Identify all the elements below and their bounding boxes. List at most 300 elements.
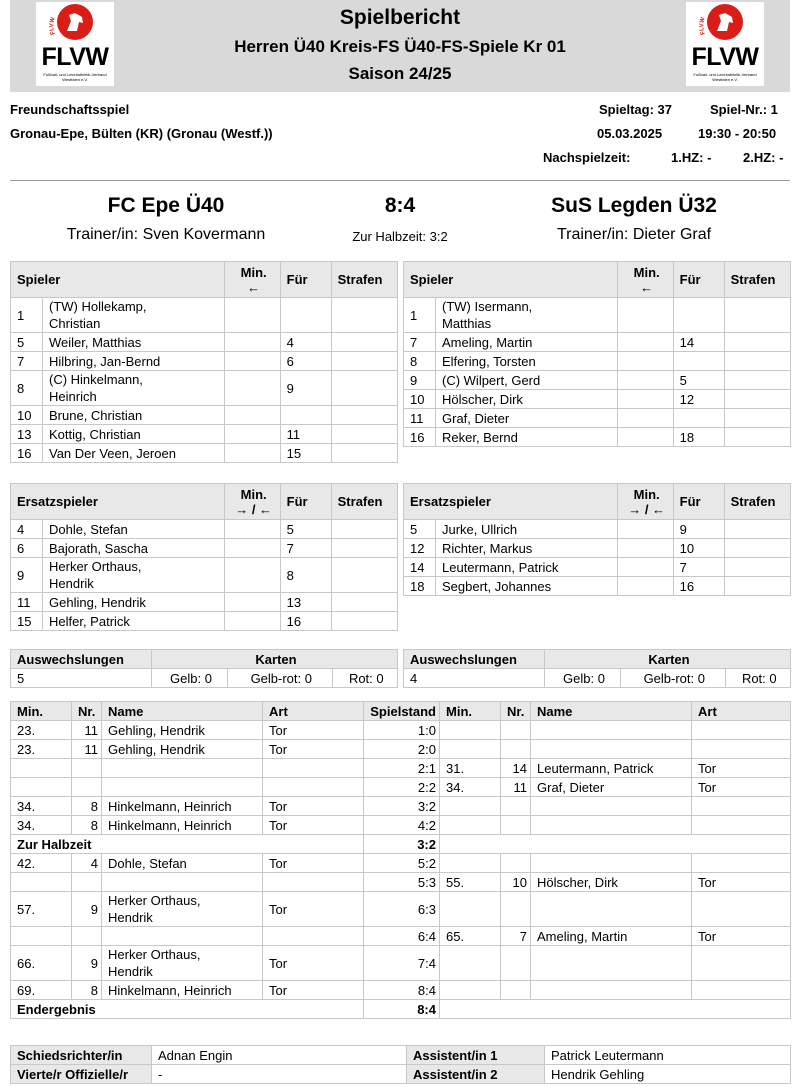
league-name: Herren Ü40 Kreis-FS Ü40-FS-Spiele Kr 01 <box>234 37 566 56</box>
event-minute: 55. <box>440 873 501 892</box>
divider <box>10 180 790 181</box>
for-header: Für <box>673 484 724 520</box>
event-score: 8:4 <box>364 1000 440 1019</box>
player-for: 16 <box>280 612 331 631</box>
event-summary-row <box>11 1000 791 1019</box>
event-type <box>692 981 791 1000</box>
event-player-number: 8 <box>72 981 102 1000</box>
player-name: Segbert, Johannes <box>436 577 618 596</box>
player-for: 16 <box>673 577 724 596</box>
extra-time-label: Nachspielzeit: <box>543 150 631 165</box>
event-minute: 65. <box>440 927 501 946</box>
player-number: 10 <box>404 390 436 409</box>
event-type: Tor <box>692 873 791 892</box>
event-player-name <box>102 759 263 778</box>
assistant2-name: Hendrik Gehling <box>545 1065 791 1084</box>
player-name: Kottig, Christian <box>43 425 225 444</box>
roster-header: Ersatzspieler <box>11 484 225 520</box>
report-header <box>10 0 790 92</box>
event-type <box>263 759 364 778</box>
player-number: 12 <box>404 539 436 558</box>
event-player-name: Gehling, Hendrik <box>102 721 263 740</box>
assistant1-label: Assistent/in 1 <box>407 1046 545 1065</box>
event-player-number: 8 <box>72 797 102 816</box>
player-number: 14 <box>404 558 436 577</box>
penalties-header: Strafen <box>331 262 397 298</box>
home-players-table <box>10 261 398 463</box>
player-for: 5 <box>280 520 331 539</box>
player-for <box>673 298 724 333</box>
player-number: 5 <box>11 333 43 352</box>
yellow-red-cards: Gelb-rot: 0 <box>228 669 333 688</box>
player-name: (C) Wilpert, Gerd <box>436 371 618 390</box>
player-row <box>11 444 398 463</box>
event-row <box>11 759 791 778</box>
event-type <box>692 946 791 981</box>
event-minute <box>440 946 501 981</box>
player-for <box>280 406 331 425</box>
event-player-name: Herker Orthaus, Hendrik <box>102 892 263 927</box>
player-row <box>404 577 791 596</box>
player-name: Helfer, Patrick <box>43 612 225 631</box>
event-row <box>11 873 791 892</box>
player-number: 1 <box>404 298 436 333</box>
home-team: FC Epe Ü40 <box>107 194 225 217</box>
player-for: 11 <box>280 425 331 444</box>
roster-header: Spieler <box>11 262 225 298</box>
event-row <box>11 892 791 927</box>
home-cards-table <box>10 649 398 688</box>
arrow-icon: → / ← <box>235 501 273 517</box>
event-score: 8:4 <box>364 981 440 1000</box>
penalties-header: Strafen <box>724 262 790 298</box>
player-name: Weiler, Matthias <box>43 333 225 352</box>
event-type: Tor <box>263 740 364 759</box>
ev-name-header: Name <box>531 702 692 721</box>
player-row <box>11 558 398 593</box>
event-minute: 57. <box>11 892 72 927</box>
event-row <box>11 816 791 835</box>
event-type: Tor <box>692 778 791 797</box>
event-player-number <box>501 981 531 1000</box>
event-player-name: Gehling, Hendrik <box>102 740 263 759</box>
event-player-number <box>501 816 531 835</box>
player-name: Elfering, Torsten <box>436 352 618 371</box>
event-player-name: Hölscher, Dirk <box>531 873 692 892</box>
event-summary-label: Zur Halbzeit <box>11 835 364 854</box>
event-minute <box>440 797 501 816</box>
event-row <box>11 927 791 946</box>
player-row <box>11 371 398 406</box>
red-cards: Rot: 0 <box>725 669 790 688</box>
event-minute: 34. <box>11 816 72 835</box>
player-number: 16 <box>11 444 43 463</box>
subs-header: Auswechslungen <box>11 650 152 669</box>
event-player-name <box>531 797 692 816</box>
event-player-number <box>501 740 531 759</box>
event-player-number: 11 <box>72 740 102 759</box>
event-type <box>692 892 791 927</box>
player-name: Reker, Bernd <box>436 428 618 447</box>
event-player-number <box>72 873 102 892</box>
event-player-number <box>501 892 531 927</box>
event-player-name <box>531 892 692 927</box>
event-score: 2:0 <box>364 740 440 759</box>
player-row <box>11 298 398 333</box>
home-coach: Trainer/in: Sven Kovermann <box>66 226 266 243</box>
player-row <box>11 333 398 352</box>
player-for: 6 <box>280 352 331 371</box>
player-row <box>404 558 791 577</box>
event-type: Tor <box>263 816 364 835</box>
player-for: 4 <box>280 333 331 352</box>
event-score: 7:4 <box>364 946 440 981</box>
player-number: 9 <box>11 558 43 593</box>
ev-name-header: Name <box>102 702 263 721</box>
player-number: 7 <box>11 352 43 371</box>
player-for: 18 <box>673 428 724 447</box>
player-row <box>404 333 791 352</box>
event-row <box>11 797 791 816</box>
event-score: 6:4 <box>364 927 440 946</box>
player-for: 8 <box>280 558 331 593</box>
event-summary-row <box>11 835 791 854</box>
player-row <box>11 352 398 371</box>
event-player-name <box>531 816 692 835</box>
event-minute <box>11 778 72 797</box>
venue: Gronau-Epe, Bülten (KR) (Gronau (Westf.)) <box>10 126 273 141</box>
extra-time-second-half: 2.HZ: - <box>743 150 784 165</box>
event-score: 5:2 <box>364 854 440 873</box>
event-score: 1:0 <box>364 721 440 740</box>
event-player-number: 4 <box>72 854 102 873</box>
event-player-number <box>501 854 531 873</box>
cards-header: Karten <box>152 650 398 669</box>
event-player-name: Hinkelmann, Heinrich <box>102 797 263 816</box>
subs-count: 4 <box>404 669 545 688</box>
report-title: Spielbericht <box>339 6 461 29</box>
player-name: Brune, Christian <box>43 406 225 425</box>
red-cards: Rot: 0 <box>332 669 397 688</box>
event-player-number <box>501 946 531 981</box>
roster-header: Spieler <box>404 262 618 298</box>
logo-text: FLVW <box>41 43 109 71</box>
event-minute: 23. <box>11 721 72 740</box>
minute-header: Min. ← <box>224 262 280 298</box>
event-player-number: 11 <box>72 721 102 740</box>
event-player-number: 14 <box>501 759 531 778</box>
player-name: Leutermann, Patrick <box>436 558 618 577</box>
event-player-name <box>531 740 692 759</box>
event-minute <box>440 816 501 835</box>
player-for <box>673 352 724 371</box>
player-number: 8 <box>11 371 43 406</box>
event-minute <box>440 740 501 759</box>
final-score: 8:4 <box>384 194 416 217</box>
player-name: (C) Hinkelmann, Heinrich <box>43 371 225 406</box>
player-number: 13 <box>11 425 43 444</box>
matchday: Spieltag: 37 <box>599 102 672 117</box>
event-player-number: 10 <box>501 873 531 892</box>
event-type: Tor <box>263 721 364 740</box>
for-header: Für <box>280 262 331 298</box>
event-player-name <box>531 946 692 981</box>
event-player-number <box>72 927 102 946</box>
event-minute <box>11 927 72 946</box>
away-subs-table <box>403 483 791 596</box>
referee-label: Schiedsrichter/in <box>11 1046 152 1065</box>
ev-min-header: Min. <box>440 702 501 721</box>
event-player-name: Dohle, Stefan <box>102 854 263 873</box>
season: Saison 24/25 <box>348 64 452 83</box>
event-type <box>692 721 791 740</box>
player-row <box>404 352 791 371</box>
match-time: 19:30 - 20:50 <box>698 126 777 141</box>
event-row <box>11 981 791 1000</box>
match-date: 05.03.2025 <box>597 126 663 141</box>
event-type: Tor <box>263 797 364 816</box>
player-number: 9 <box>404 371 436 390</box>
player-number: 6 <box>11 539 43 558</box>
player-number: 11 <box>404 409 436 428</box>
event-type <box>692 854 791 873</box>
player-row <box>11 612 398 631</box>
player-row <box>404 390 791 409</box>
player-name: Bajorath, Sascha <box>43 539 225 558</box>
player-number: 10 <box>11 406 43 425</box>
minute-header: Min. → / ← <box>224 484 280 520</box>
event-type: Tor <box>263 946 364 981</box>
arrow-icon: ← <box>247 279 261 295</box>
player-for: 9 <box>280 371 331 406</box>
arrow-icon: → / ← <box>628 501 666 517</box>
ev-min-header: Min. <box>11 702 72 721</box>
away-team: SuS Legden Ü32 <box>551 194 717 217</box>
yellow-cards: Gelb: 0 <box>152 669 228 688</box>
event-player-name <box>102 927 263 946</box>
event-score: 3:2 <box>364 797 440 816</box>
event-row <box>11 946 791 981</box>
ev-type-header: Art <box>263 702 364 721</box>
player-name: Dohle, Stefan <box>43 520 225 539</box>
yellow-red-cards: Gelb-rot: 0 <box>621 669 726 688</box>
player-for: 7 <box>280 539 331 558</box>
event-score: 5:3 <box>364 873 440 892</box>
player-for: 9 <box>673 520 724 539</box>
player-row <box>404 539 791 558</box>
event-player-name <box>531 981 692 1000</box>
player-number: 7 <box>404 333 436 352</box>
away-coach: Trainer/in: Dieter Graf <box>556 226 712 243</box>
player-for <box>673 409 724 428</box>
minute-header: Min. → / ← <box>617 484 673 520</box>
event-player-number <box>501 797 531 816</box>
event-type <box>692 816 791 835</box>
yellow-cards: Gelb: 0 <box>545 669 621 688</box>
player-name: Hölscher, Dirk <box>436 390 618 409</box>
away-cards-table <box>403 649 791 688</box>
player-number: 18 <box>404 577 436 596</box>
event-player-number <box>72 778 102 797</box>
event-minute: 31. <box>440 759 501 778</box>
event-minute: 23. <box>11 740 72 759</box>
event-player-name <box>102 778 263 797</box>
logo-text: FLVW <box>691 43 759 71</box>
event-player-number: 7 <box>501 927 531 946</box>
event-minute <box>440 854 501 873</box>
event-type: Tor <box>692 927 791 946</box>
player-name: (TW) Isermann, Matthias <box>436 298 618 333</box>
player-name: Jurke, Ullrich <box>436 520 618 539</box>
player-number: 5 <box>404 520 436 539</box>
player-row <box>404 371 791 390</box>
logo-subtitle: Fußball- und Leichtathletik-Verband Westfalen e.V. <box>43 72 107 82</box>
event-player-number <box>501 721 531 740</box>
player-name: Hilbring, Jan-Bernd <box>43 352 225 371</box>
event-minute <box>440 981 501 1000</box>
player-row <box>404 409 791 428</box>
event-type <box>692 797 791 816</box>
event-player-name: Ameling, Martin <box>531 927 692 946</box>
event-player-name <box>531 721 692 740</box>
event-type <box>263 778 364 797</box>
player-row <box>404 298 791 333</box>
referee-name: Adnan Engin <box>152 1046 407 1065</box>
logo-subtitle: Fußball- und Leichtathletik-Verband Westfalen e.V. <box>693 72 757 82</box>
event-row <box>11 740 791 759</box>
penalties-header: Strafen <box>331 484 397 520</box>
player-name: Herker Orthaus, Hendrik <box>43 558 225 593</box>
event-minute <box>11 873 72 892</box>
player-for: 12 <box>673 390 724 409</box>
event-player-number: 11 <box>501 778 531 797</box>
player-row <box>404 520 791 539</box>
player-row <box>11 425 398 444</box>
player-row <box>11 539 398 558</box>
event-minute <box>440 721 501 740</box>
event-player-name <box>102 873 263 892</box>
player-row <box>11 406 398 425</box>
event-row <box>11 721 791 740</box>
for-header: Für <box>673 262 724 298</box>
player-row <box>11 593 398 612</box>
event-player-name: Hinkelmann, Heinrich <box>102 981 263 1000</box>
player-for: 14 <box>673 333 724 352</box>
officials-table <box>10 1045 791 1084</box>
assistant1-name: Patrick Leutermann <box>545 1046 791 1065</box>
event-type <box>263 927 364 946</box>
logo-badge-text: FLVW <box>49 16 57 36</box>
ev-nr-header: Nr. <box>72 702 102 721</box>
event-minute: 34. <box>440 778 501 797</box>
event-player-name: Leutermann, Patrick <box>531 759 692 778</box>
player-name: (TW) Hollekamp, Christian <box>43 298 225 333</box>
player-number: 1 <box>11 298 43 333</box>
assistant2-label: Assistent/in 2 <box>407 1065 545 1084</box>
event-type: Tor <box>263 854 364 873</box>
cards-header: Karten <box>545 650 791 669</box>
event-score: 6:3 <box>364 892 440 927</box>
arrow-icon: ← <box>640 279 654 295</box>
event-player-name: Graf, Dieter <box>531 778 692 797</box>
logo-badge-text: FLVW <box>699 16 707 36</box>
event-row <box>11 854 791 873</box>
player-number: 16 <box>404 428 436 447</box>
player-name: Gehling, Hendrik <box>43 593 225 612</box>
roster-header: Ersatzspieler <box>404 484 618 520</box>
events-table <box>10 701 791 1019</box>
player-number: 15 <box>11 612 43 631</box>
fourth-official-label: Vierte/r Offizielle/r <box>11 1065 152 1084</box>
event-player-number <box>72 759 102 778</box>
fourth-official-name: - <box>152 1065 407 1084</box>
ev-nr-header: Nr. <box>501 702 531 721</box>
event-player-number: 8 <box>72 816 102 835</box>
event-type: Tor <box>263 981 364 1000</box>
event-score: 3:2 <box>364 835 440 854</box>
event-minute <box>11 759 72 778</box>
event-score: 2:2 <box>364 778 440 797</box>
player-for: 5 <box>673 371 724 390</box>
event-score: 2:1 <box>364 759 440 778</box>
event-minute <box>440 892 501 927</box>
event-player-number: 9 <box>72 892 102 927</box>
event-minute: 69. <box>11 981 72 1000</box>
penalties-header: Strafen <box>724 484 790 520</box>
player-for: 10 <box>673 539 724 558</box>
ev-score-header: Spielstand <box>364 702 440 721</box>
event-minute: 66. <box>11 946 72 981</box>
event-minute: 42. <box>11 854 72 873</box>
event-row <box>11 778 791 797</box>
match-number: Spiel-Nr.: 1 <box>710 102 778 117</box>
player-for: 15 <box>280 444 331 463</box>
event-player-name <box>531 854 692 873</box>
ev-type-header: Art <box>692 702 791 721</box>
event-type <box>263 873 364 892</box>
event-minute: 34. <box>11 797 72 816</box>
player-number: 8 <box>404 352 436 371</box>
event-summary-label: Endergebnis <box>11 1000 364 1019</box>
event-player-name: Hinkelmann, Heinrich <box>102 816 263 835</box>
player-for: 7 <box>673 558 724 577</box>
halftime-score: Zur Halbzeit: 3:2 <box>352 229 448 244</box>
player-name: Van Der Veen, Jeroen <box>43 444 225 463</box>
player-row <box>404 428 791 447</box>
player-name: Richter, Markus <box>436 539 618 558</box>
subs-header: Auswechslungen <box>404 650 545 669</box>
event-type: Tor <box>263 892 364 927</box>
player-number: 11 <box>11 593 43 612</box>
for-header: Für <box>280 484 331 520</box>
event-type: Tor <box>692 759 791 778</box>
event-player-name: Herker Orthaus, Hendrik <box>102 946 263 981</box>
player-for <box>280 298 331 333</box>
event-player-number: 9 <box>72 946 102 981</box>
player-name: Graf, Dieter <box>436 409 618 428</box>
event-score: 4:2 <box>364 816 440 835</box>
event-type <box>692 740 791 759</box>
home-subs-table <box>10 483 398 631</box>
away-players-table <box>403 261 791 447</box>
player-for: 13 <box>280 593 331 612</box>
player-name: Ameling, Martin <box>436 333 618 352</box>
player-row <box>11 520 398 539</box>
subs-count: 5 <box>11 669 152 688</box>
minute-header: Min. ← <box>617 262 673 298</box>
player-number: 4 <box>11 520 43 539</box>
match-type: Freundschaftsspiel <box>10 102 130 117</box>
